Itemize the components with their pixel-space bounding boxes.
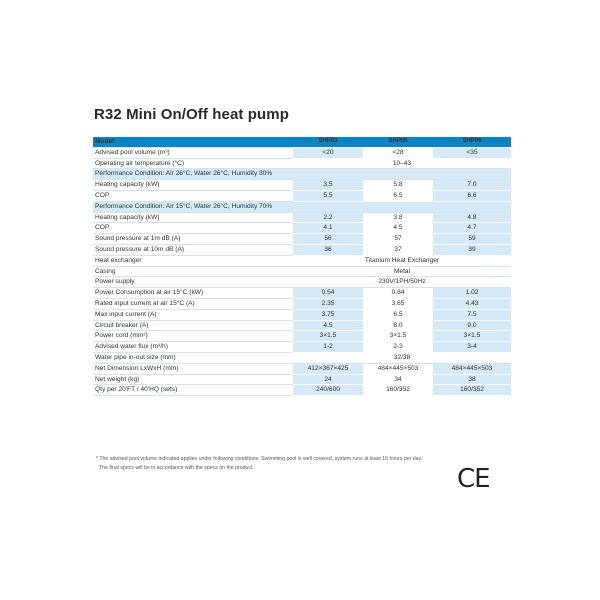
footnote-pool-volume: * The advised pool volume indicated applies under following conditions: Swimming pool is well covered, system runs at least 15 hours per day. [96,456,423,462]
table-row [93,277,511,288]
table-row [93,255,511,266]
row-value-shp05: 2-3 [363,342,433,353]
header-shp03: SHP03 [293,137,363,147]
table-row [93,244,511,255]
row-value-shp05: 5.8 [363,180,433,191]
table-row [93,158,511,169]
row-value-shp06: 6.6 [433,190,511,201]
row-value-shp06: 39 [433,244,511,255]
footnotes [96,455,422,472]
row-value-shp06: 160/352 [433,385,511,396]
row-value-all-models: 230V/1PH/50Hz [293,277,511,288]
row-value-shp03: 3.75 [293,309,363,320]
row-value-shp06: 9.0 [433,320,511,331]
row-label: Heating capacity (kW) [93,180,293,191]
table-row [93,180,511,191]
row-value-shp03: 1-2 [293,342,363,353]
ce-mark: CE [457,464,490,494]
table-row [93,266,511,277]
row-value-shp03: 4.5 [293,320,363,331]
footnote-final-specs: The final specs will be in accordance with the specs on the product. [99,464,254,471]
row-label: Heating capacity (kW) [93,212,293,223]
row-value-shp03: 240/600 [293,385,363,396]
row-value-shp06: 4.43 [433,298,511,309]
table-row [93,352,511,363]
spec-table-body [93,137,511,396]
row-label: Advised water flux (m³/h) [93,342,293,353]
row-value-shp06: 7.0 [433,180,511,191]
row-label: Power Consumption at air 15°C (kW) [93,288,293,299]
row-value-all-models: Metal [293,266,511,277]
row-label: Circuit breaker (A) [93,320,293,331]
table-row [93,288,511,299]
row-value-all-models: Titanium Heat Exchanger [293,255,511,266]
row-value-shp03: 2.35 [293,298,363,309]
row-label: COP [93,190,293,201]
row-value-shp03: 4.1 [293,223,363,234]
row-value-shp06: 3-4 [433,342,511,353]
row-label: Casing [93,266,293,277]
row-value-shp05: 6.5 [363,309,433,320]
row-label: Qty per 20'FT / 40'HQ (sets) [93,385,293,396]
table-row [93,342,511,353]
row-value-shp03: 24 [293,374,363,385]
spec-table [93,137,511,396]
header-shp05: SHP05 [363,137,433,147]
row-label: Sound pressure at 1m dB (A) [93,234,293,245]
row-label: Power cord (mm²) [93,331,293,342]
row-label: Max input current (A) [93,309,293,320]
table-row [93,298,511,309]
table-row [93,331,511,342]
table-row [93,212,511,223]
row-value-shp03: 3×1.5 [293,331,363,342]
table-row [93,223,511,234]
row-value-shp03: 0.54 [293,288,363,299]
row-value-shp05: 3.65 [363,298,433,309]
row-value-shp05: 4.5 [363,223,433,234]
table-row [93,190,511,201]
row-value-shp05: 3×1.5 [363,331,433,342]
row-value-all-models: 32/38 [293,352,511,363]
row-value-shp06: 4.8 [433,212,511,223]
row-value-shp03: 36 [293,244,363,255]
row-value-shp03: 2.2 [293,212,363,223]
table-row [93,309,511,320]
row-value-shp06: 38 [433,374,511,385]
table-row [93,385,511,396]
row-value-all-models: 10–43 [293,158,511,169]
page-title: R32 Mini On/Off heat pump [94,106,290,123]
row-value-shp05: 0.84 [363,288,433,299]
row-value-shp03: 412×367×425 [293,363,363,374]
row-value-shp03: <20 [293,147,363,158]
row-value-shp06: <35 [433,147,511,158]
row-label: COP [93,223,293,234]
row-label: Net Dimension LxWxH (mm) [93,363,293,374]
row-label: Sound pressure at 10m dB (A) [93,244,293,255]
row-label: Heat exchanger [93,255,293,266]
row-value-shp06: 3×1.5 [433,331,511,342]
row-label: Rated input current at air 15°C (A) [93,298,293,309]
row-label: Performance Condition: Air 15°C, Water 26°C, Humidity 70% [93,201,511,212]
row-value-shp03: 3.5 [293,180,363,191]
row-value-shp06: 7.5 [433,309,511,320]
row-value-shp05: 8.0 [363,320,433,331]
row-value-shp06: 4.7 [433,223,511,234]
table-row [93,147,511,158]
row-value-shp06: 1.02 [433,288,511,299]
row-value-shp05: <28 [363,147,433,158]
row-value-shp05: 484×445×503 [363,363,433,374]
row-label: Net weight (kg) [93,374,293,385]
table-row [93,234,511,245]
header-model: Model [93,137,293,147]
row-value-shp05: 6.5 [363,190,433,201]
row-value-shp05: 37 [363,244,433,255]
section-row [93,169,511,180]
row-value-shp05: 3.8 [363,212,433,223]
row-label: Power supply [93,277,293,288]
header-shp06: SHP06 [433,137,511,147]
table-row [93,374,511,385]
row-value-shp03: 5.5 [293,190,363,201]
row-value-shp05: 160/352 [363,385,433,396]
row-label: Performance Condition: Air 26°C, Water 26°C, Humidity 80% [93,169,511,180]
row-value-shp06: 59 [433,234,511,245]
row-label: Advised pool volume (m³) [93,147,293,158]
table-header-row [93,137,511,147]
table-row [93,363,511,374]
row-value-shp03: 56 [293,234,363,245]
section-row [93,201,511,212]
row-value-shp05: 34 [363,374,433,385]
row-value-shp06: 484×445×503 [433,363,511,374]
row-label: Operating air temperature (°C) [93,158,293,169]
row-label: Water pipe in-out size (mm) [93,352,293,363]
table-row [93,320,511,331]
row-value-shp05: 57 [363,234,433,245]
